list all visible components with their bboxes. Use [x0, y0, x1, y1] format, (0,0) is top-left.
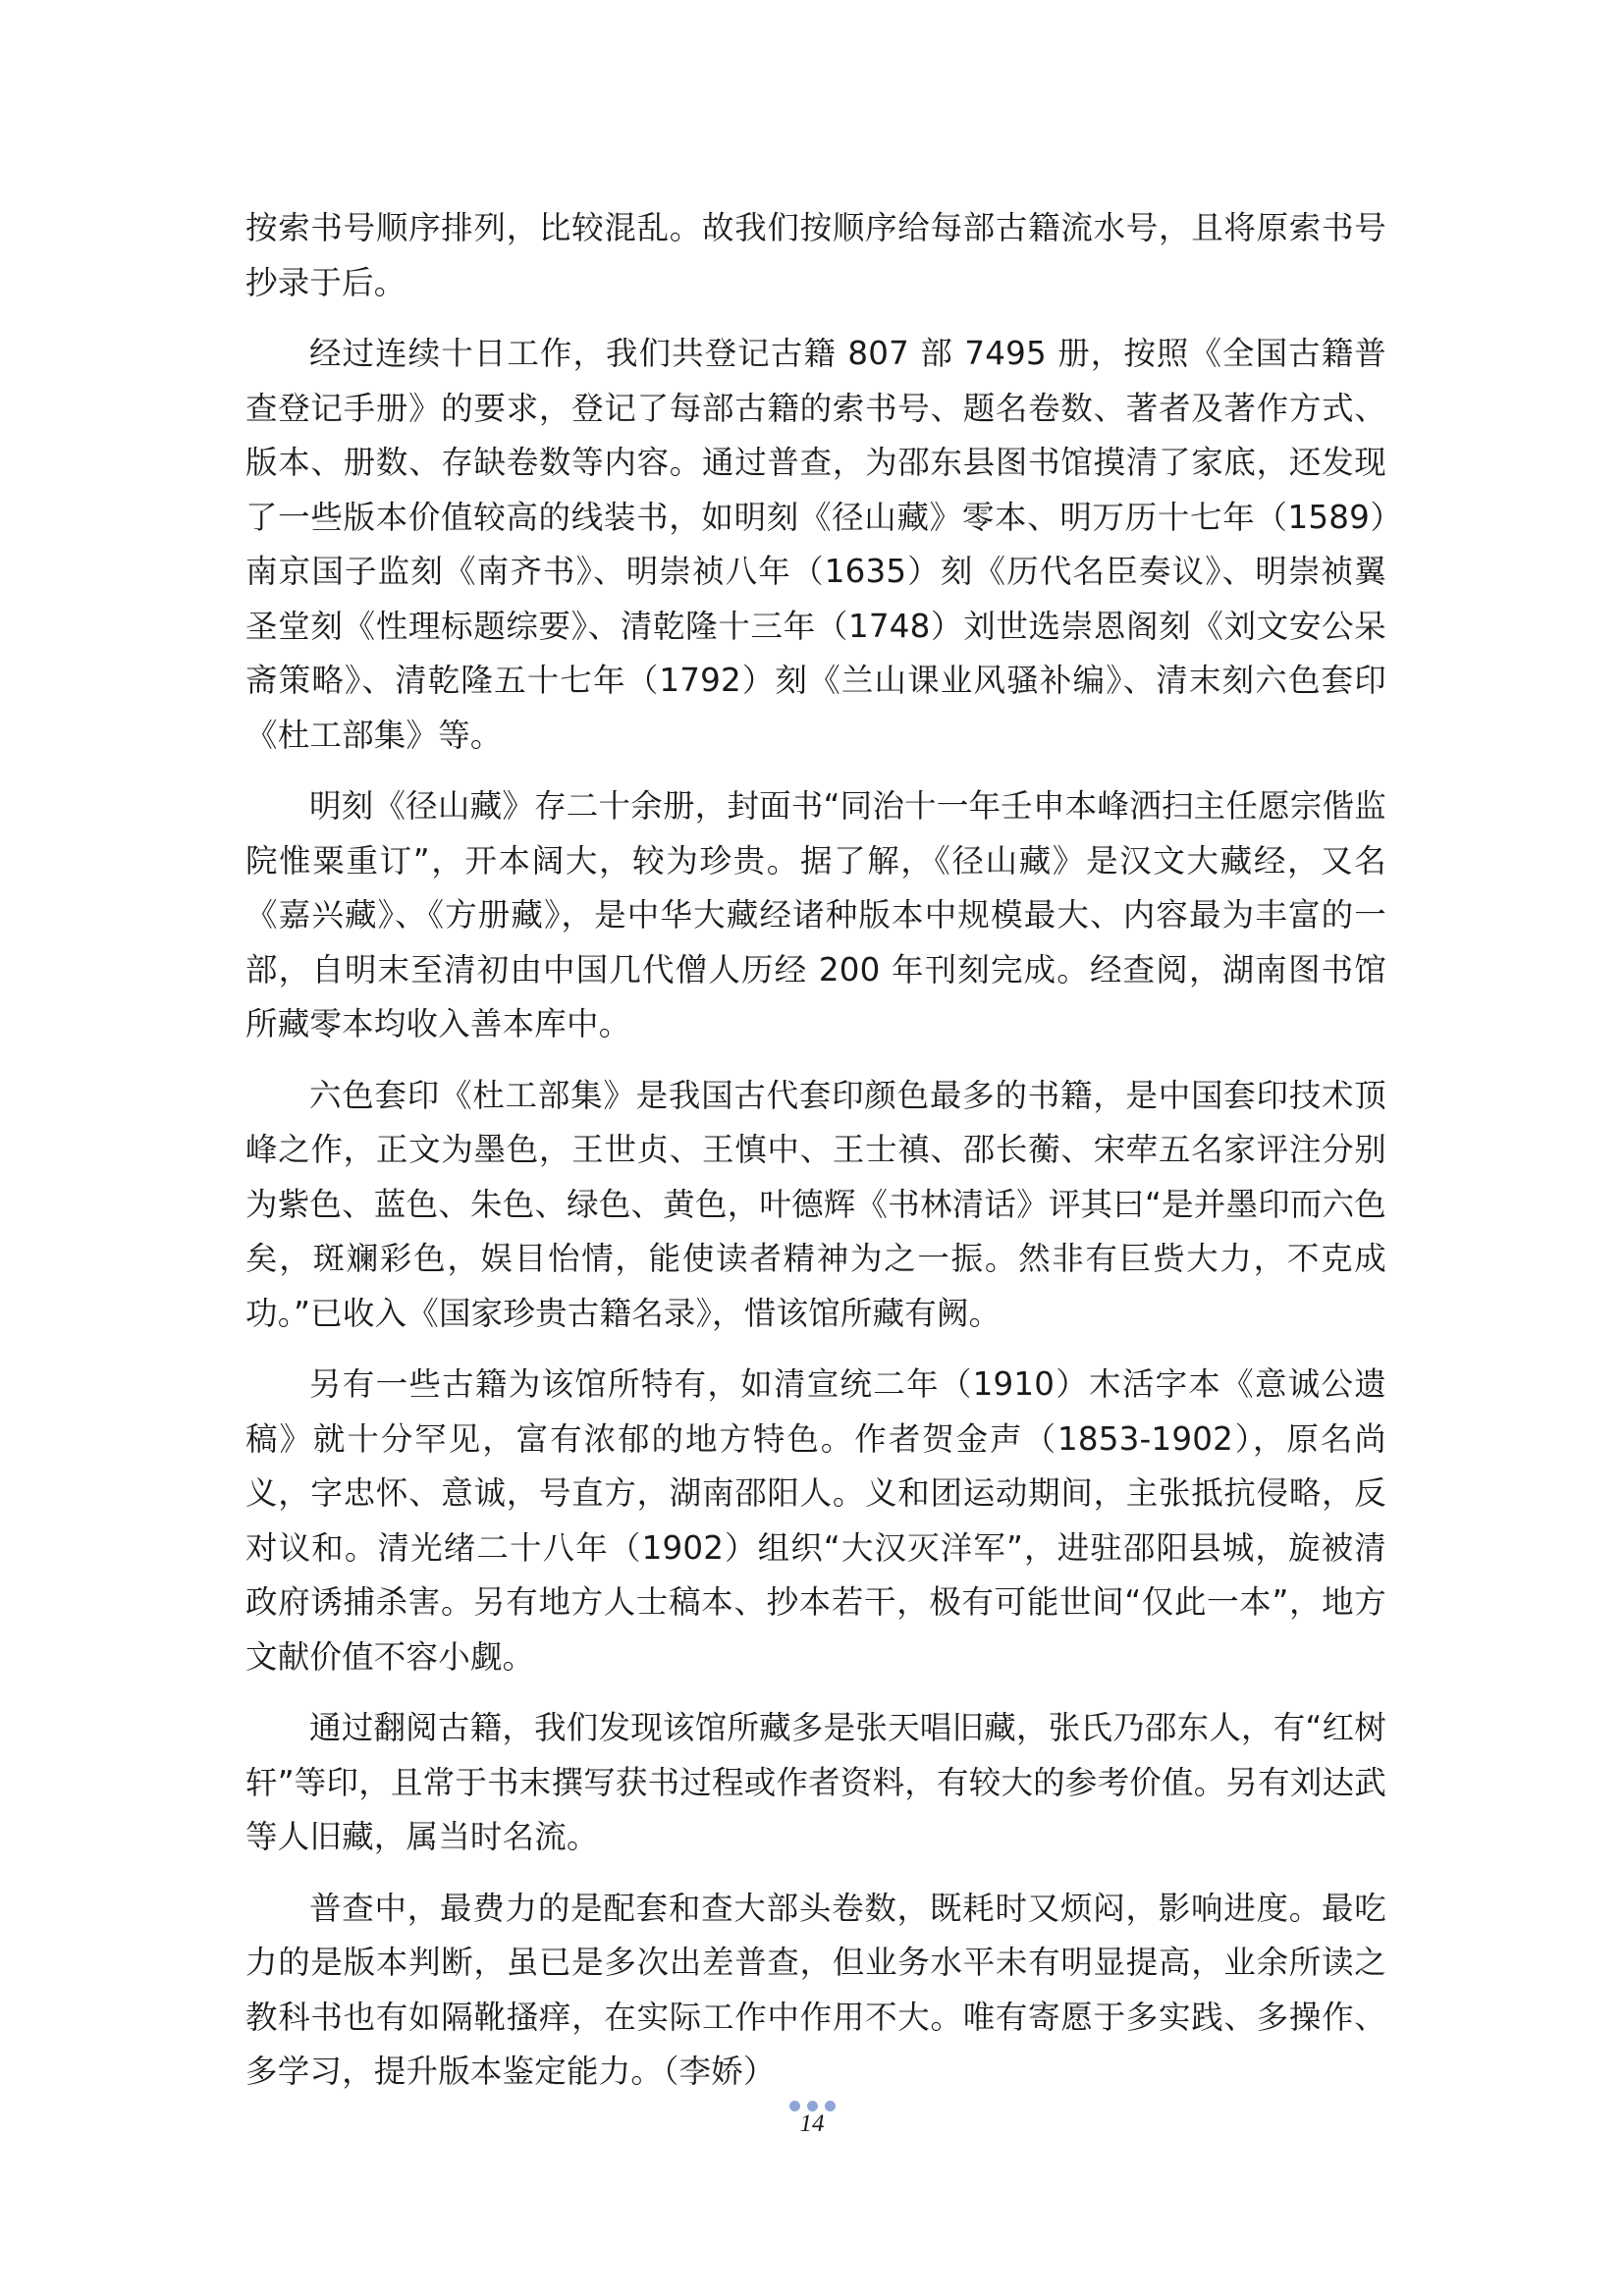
- page-footer: [0, 2101, 1624, 2137]
- paragraph: 按索书号顺序排列，比较混乱。故我们按顺序给每部古籍流水号，且将原索书号抄录于后。: [245, 209, 1386, 301]
- paragraph: 普查中，最费力的是配套和查大部头卷数，既耗时又烦闷，影响进度。最吃力的是版本判断，虽已是多次出差普查，但业务水平未有明显提高，业余所读之教科书也有如隔靴搔痒，在实际工作中作用不大。唯有寄愿于多实践、多操作、多学习，提升版本鉴定能力。（李娇）: [245, 1889, 1386, 2090]
- paragraph: 另有一些古籍为该馆所特有，如清宣统二年（1910）木活字本《意诚公遗稿》就十分罕见，富有浓郁的地方特色。作者贺金声（1853-1902），原名尚义，字忠怀、意诚，号直方，湖南邵阳人。义和团运动期间，主张抵抗侵略，反对议和。清光绪二十八年（1902）组织“大汉灭洋军”，进驻邵阳县城，旋被清政府诱捕杀害。另有地方人士稿本、抄本若干，极有可能世间“仅此一本”，地方文献价值不容小觑。: [245, 1365, 1386, 1676]
- paragraph: 通过翻阅古籍，我们发现该馆所藏多是张天唱旧藏，张氏乃邵东人，有“红树轩”等印，且常于书末撰写获书过程或作者资料，有较大的参考价值。另有刘达武等人旧藏，属当时名流。: [245, 1709, 1386, 1855]
- paragraph: 六色套印《杜工部集》是我国古代套印颜色最多的书籍，是中国套印技术顶峰之作，正文为墨色，王世贞、王慎中、王士禛、邵长蘅、宋荦五名家评注分别为紫色、蓝色、朱色、绿色、黄色，叶德辉《书林清话》评其曰“是并墨印而六色矣，斑斓彩色，娱目怡情，能使读者精神为之一振。然非有巨赀大力，不克成功。”已收入《国家珍贵古籍名录》，惜该馆所藏有阙。: [245, 1076, 1386, 1332]
- paragraph: 明刻《径山藏》存二十余册，封面书“同治十一年壬申本峰洒扫主任愿宗偕监院惟粟重订”，开本阔大，较为珍贵。据了解，《径山藏》是汉文大藏经，又名《嘉兴藏》、《方册藏》，是中华大藏经诸种版本中规模最大、内容最为丰富的一部，自明末至清初由中国几代僧人历经 200 年刊刻完成。经查阅，湖南图书馆所藏零本均收入善本库中。: [245, 787, 1386, 1042]
- page-body: [245, 201, 1386, 2100]
- paragraph: 经过连续十日工作，我们共登记古籍 807 部 7495 册，按照《全国古籍普查登记手册》的要求，登记了每部古籍的索书号、题名卷数、著者及著作方式、版本、册数、存缺卷数等内容。通过普查，为邵东县图书馆摸清了家底，还发现了一些版本价值较高的线装书，如明刻《径山藏》零本、明万历十七年（1589）南京国子监刻《南齐书》、明崇祯八年（1635）刻《历代名臣奏议》、明崇祯翼圣堂刻《性理标题综要》、清乾隆十三年（1748）刘世选崇恩阁刻《刘文安公呆斋策略》、清乾隆五十七年（1792）刻《兰山课业风骚补编》、清末刻六色套印《杜工部集》等。: [245, 335, 1386, 754]
- page-number: 14: [799, 2110, 825, 2137]
- dot-icon: [789, 2101, 800, 2111]
- dot-icon: [825, 2101, 836, 2111]
